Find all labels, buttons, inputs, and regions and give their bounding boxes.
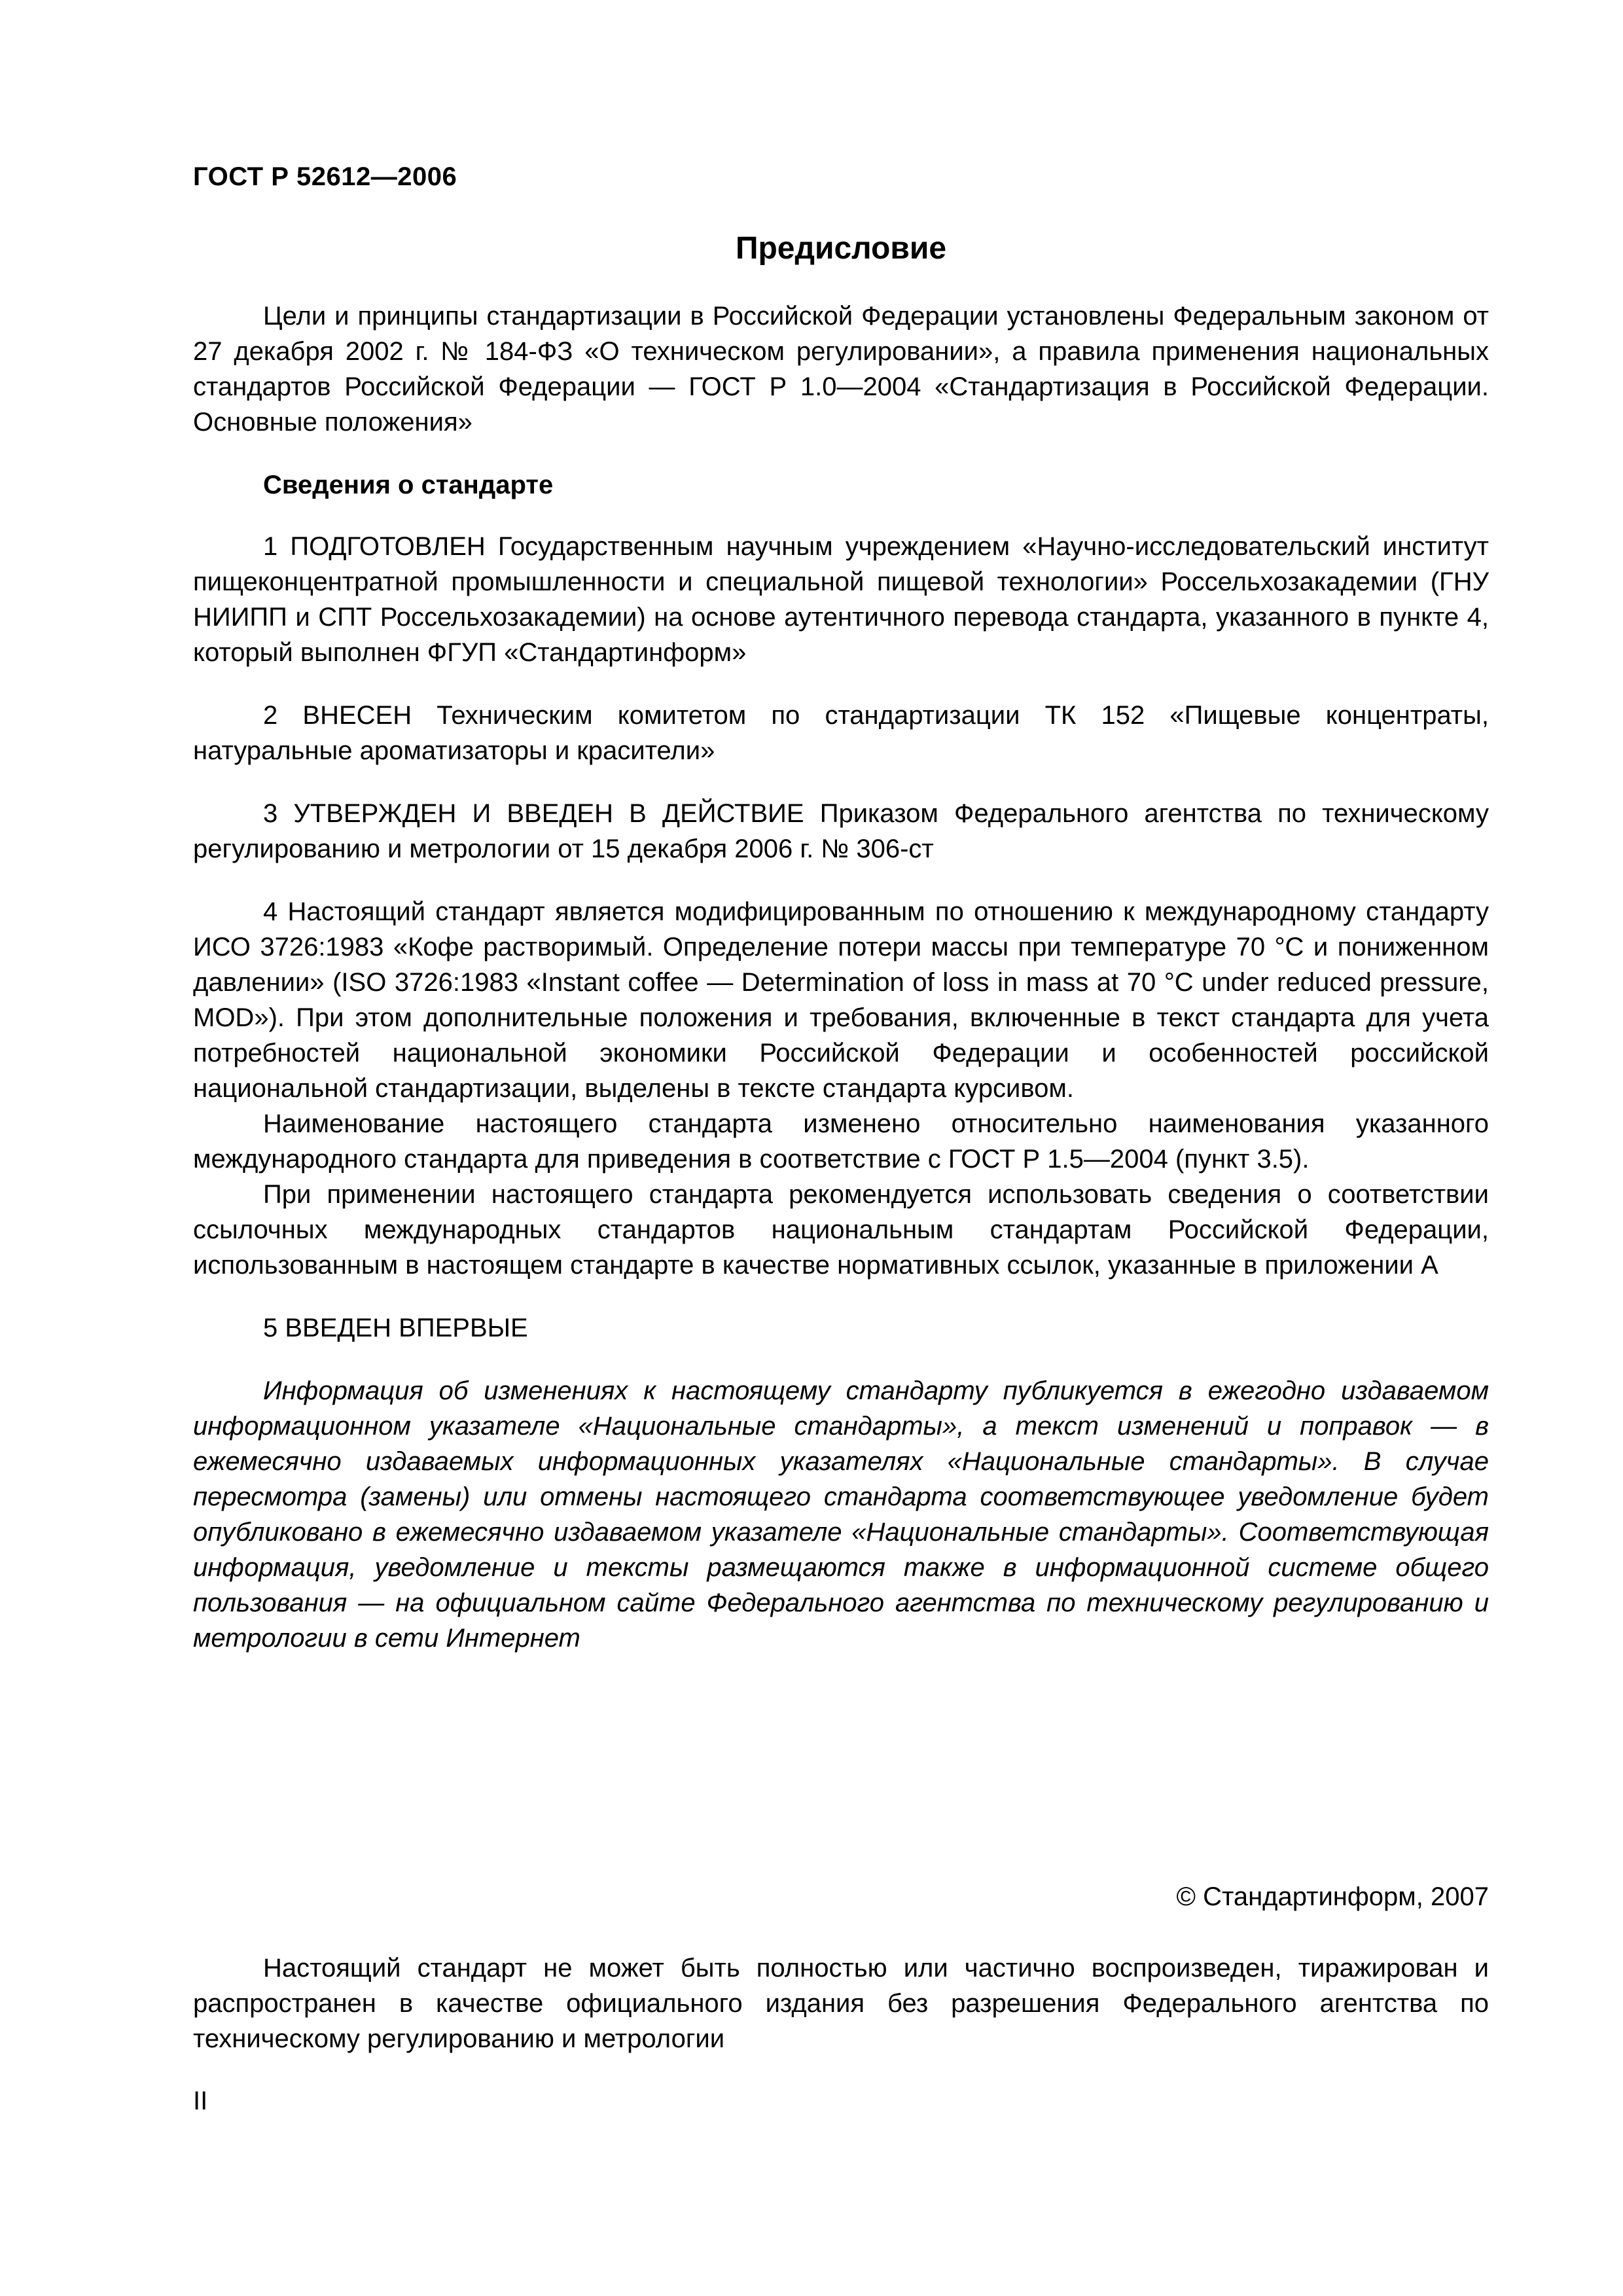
intro-paragraph: Цели и принципы стандартизации в Российской Федерации установлены Федеральным законом от 27 декабря 2002 г. № 184-ФЗ «О техническом регулировании», а правила применения национальных стандартов Российской Федерации — ГОСТ Р 1.0—2004 «Стандартизация в Российской Федерации. Основные положения» — [193, 302, 1489, 437]
item-3-paragraph: 3 УТВЕРЖДЕН И ВВЕДЕН В ДЕЙСТВИЕ Приказом Федерального агентства по техническому регулированию и метрологии от 15 декабря 2006 г. № 306-ст — [193, 799, 1489, 863]
section-heading: Сведения о стандарте — [263, 471, 554, 499]
item-1-paragraph: 1 ПОДГОТОВЛЕН Государственным научным учреждением «Научно-исследовательский институт пищеконцентратной промышленности и специальной пищевой технологии» Россельхозакадемии (ГНУ НИИПП и СПТ Россельхозакадемии) на основе аутентичного перевода стандарта, указанного в пункте 4, который выполнен ФГУП «Стандартинформ» — [193, 532, 1489, 667]
document-body — [193, 298, 1489, 1656]
reproduction-notice — [193, 1950, 1489, 2056]
page-number: II — [193, 2087, 208, 2115]
item-2-paragraph: 2 ВНЕСЕН Техническим комитетом по стандартизации ТК 152 «Пищевые концентраты, натуральные ароматизаторы и красители» — [193, 701, 1489, 765]
copyright-line: © Стандартинформ, 2007 — [1176, 1882, 1489, 1911]
item-4-paragraph: 4 Настоящий стандарт является модифицированным по отношению к международному стандарту ИСО 3726:1983 «Кофе растворимый. Определение потери массы при температуре 70 °С и пониженном давлении» (ISO 3726:1983 «Instant coffee — Determination of loss in mass at 70 °C under reduced pressure, MOD»). При этом дополнительные положения и требования, включенные в текст стандарта для учета потребностей национальной экономики Российской Федерации и особенностей российской национальной стандартизации, выделены в тексте стандарта курсивом. — [193, 897, 1489, 1103]
notice-paragraph: Настоящий стандарт не может быть полностью или частично воспроизведен, тиражирован и распространен в качестве официального издания без разрешения Федерального агентства по техническому регулированию и метрологии — [193, 1954, 1489, 2053]
item-4-continuation-paragraph: При применении настоящего стандарта рекомендуется использовать сведения о соответствии ссылочных международных стандартов национальным стандартам Российской Федерации, использованным в настоящем стандарте в качестве нормативных ссылок, указанные в приложении А — [193, 1180, 1489, 1280]
document-header: ГОСТ Р 52612—2006 — [193, 162, 457, 191]
info-italic-paragraph: Информация об изменениях к настоящему стандарту публикуется в ежегодно издаваемом информационном указателе «Национальные стандарты», а текст изменений и поправок — в ежемесячно издаваемых информационных указателях «Национальные стандарты». В случае пересмотра (замены) или отмены настоящего стандарта соответствующее уведомление будет опубликовано в ежемесячно издаваемом указателе «Национальные стандарты». Соответствующая информация, уведомление и тексты размещаются также в информационной системе общего пользования — на официальном сайте Федерального агентства по техническому регулированию и метрологии в сети Интернет — [193, 1376, 1489, 1653]
item-5-paragraph: 5 ВВЕДЕН ВПЕРВЫЕ — [263, 1314, 528, 1342]
page-title: Предисловие — [735, 231, 947, 266]
item-4-continuation-paragraph: Наименование настоящего стандарта изменено относительно наименования указанного международного стандарта для приведения в соответствие с ГОСТ Р 1.5—2004 (пункт 3.5). — [193, 1109, 1489, 1174]
